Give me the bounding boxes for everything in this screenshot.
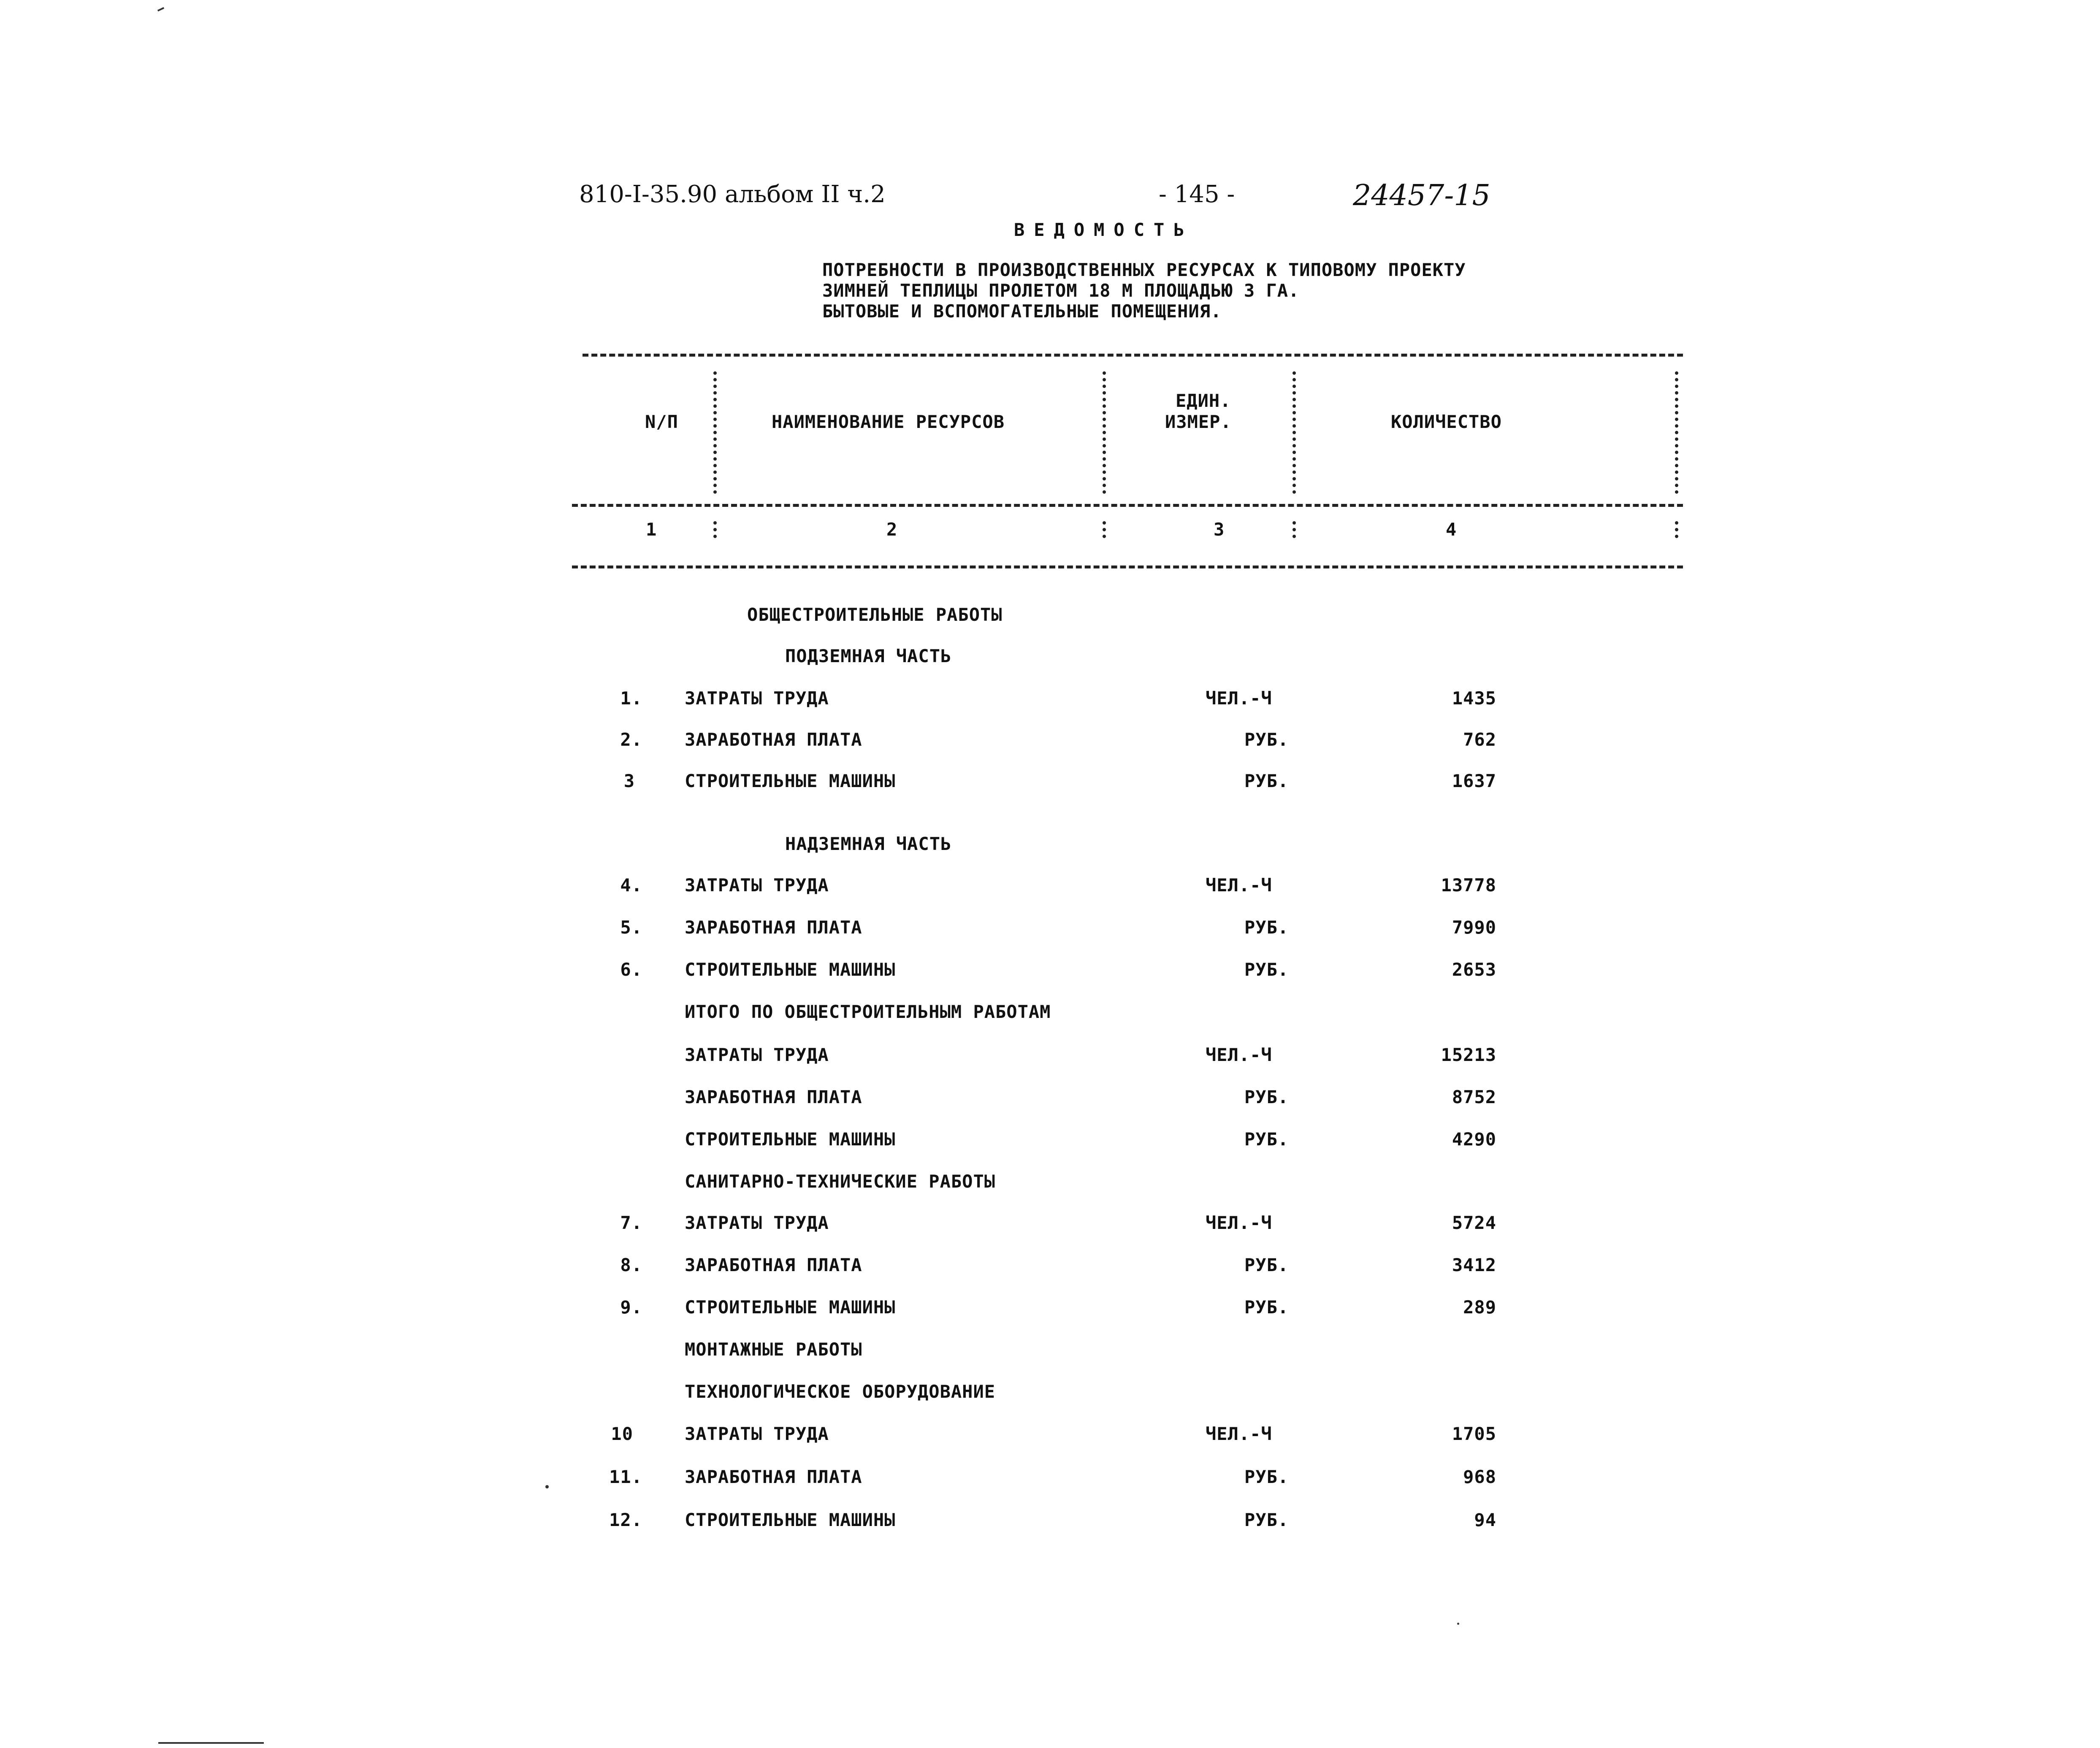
quantity-value: 4290 bbox=[1452, 1129, 1496, 1150]
row-number: 5. bbox=[620, 917, 642, 938]
header-num: N/П bbox=[645, 411, 678, 432]
quantity-value: 8752 bbox=[1452, 1087, 1496, 1107]
row-number: 9. bbox=[620, 1297, 642, 1318]
column-number-3: 3 bbox=[1214, 519, 1225, 540]
header-unit-line2: ИЗМЕР. bbox=[1165, 411, 1232, 432]
quantity-value: 5724 bbox=[1452, 1212, 1496, 1233]
resource-name: СТРОИТЕЛЬНЫЕ МАШИНЫ bbox=[685, 771, 896, 791]
scan-edge-line bbox=[158, 1742, 264, 1744]
row-number: 1. bbox=[620, 688, 642, 709]
page-number: - 145 - bbox=[1159, 181, 1235, 208]
column-separator bbox=[1675, 371, 1678, 494]
resource-name: ЗАТРАТЫ ТРУДА bbox=[685, 1212, 829, 1233]
column-number-2: 2 bbox=[886, 519, 898, 540]
row-number: 3 bbox=[623, 771, 635, 791]
unit-of-measure: РУБ. bbox=[1244, 1255, 1289, 1275]
subtotal-heading: ИТОГО ПО ОБЩЕСТРОИТЕЛЬНЫМ РАБОТАМ bbox=[685, 1001, 1051, 1022]
header-unit-line1: ЕДИН. bbox=[1176, 390, 1231, 411]
scan-speck bbox=[545, 1485, 549, 1488]
header-resource-name: НАИМЕНОВАНИЕ РЕСУРСОВ bbox=[772, 411, 1005, 432]
unit-of-measure: РУБ. bbox=[1244, 1297, 1289, 1318]
quantity-value: 2653 bbox=[1452, 959, 1496, 980]
column-separator bbox=[713, 521, 717, 538]
row-number: 8. bbox=[620, 1255, 642, 1275]
resource-name: ЗАРАБОТНАЯ ПЛАТА bbox=[685, 1255, 862, 1275]
subsection-heading: НАДЗЕМНАЯ ЧАСТЬ bbox=[785, 833, 952, 854]
subtitle-line-1: ПОТРЕБНОСТИ В ПРОИЗВОДСТВЕННЫХ РЕСУРСАХ К ТИПОВОМУ ПРОЕКТУ bbox=[822, 260, 1466, 280]
resource-name: ЗАТРАТЫ ТРУДА bbox=[685, 875, 829, 896]
row-number: 10 bbox=[611, 1423, 633, 1444]
unit-of-measure: РУБ. bbox=[1244, 1510, 1289, 1530]
quantity-value: 3412 bbox=[1452, 1255, 1496, 1275]
handwritten-document-number: 24457-15 bbox=[1353, 179, 1490, 212]
column-separator bbox=[1293, 521, 1296, 538]
column-separator bbox=[1293, 371, 1296, 494]
unit-of-measure: ЧЕЛ.-Ч bbox=[1206, 1044, 1272, 1065]
album-code: 810-I-35.90 альбом II ч.2 bbox=[579, 181, 886, 208]
resource-name: ЗАТРАТЫ ТРУДА bbox=[685, 1044, 829, 1065]
row-number: 7. bbox=[620, 1212, 642, 1233]
row-number: 11. bbox=[609, 1467, 642, 1487]
scan-speck bbox=[1457, 1623, 1459, 1625]
unit-of-measure: ЧЕЛ.-Ч bbox=[1206, 1423, 1272, 1444]
document-title: ВЕДОМОСТЬ bbox=[1014, 219, 1194, 240]
resource-name: ЗАРАБОТНАЯ ПЛАТА bbox=[685, 729, 862, 750]
table-top-rule bbox=[583, 354, 1683, 357]
resource-name: СТРОИТЕЛЬНЫЕ МАШИНЫ bbox=[685, 959, 896, 980]
unit-of-measure: РУБ. bbox=[1244, 917, 1289, 938]
row-number: 12. bbox=[609, 1510, 642, 1530]
resource-name: ЗАРАБОТНАЯ ПЛАТА bbox=[685, 917, 862, 938]
resource-name: ЗАРАБОТНАЯ ПЛАТА bbox=[685, 1087, 862, 1107]
resource-name: ЗАТРАТЫ ТРУДА bbox=[685, 1423, 829, 1444]
resource-name: ЗАРАБОТНАЯ ПЛАТА bbox=[685, 1467, 862, 1487]
unit-of-measure: РУБ. bbox=[1244, 959, 1289, 980]
column-separator bbox=[1103, 371, 1106, 494]
unit-of-measure: ЧЕЛ.-Ч bbox=[1206, 1212, 1272, 1233]
quantity-value: 289 bbox=[1463, 1297, 1496, 1318]
column-separator bbox=[713, 371, 717, 494]
unit-of-measure: РУБ. bbox=[1244, 1467, 1289, 1487]
header-quantity: КОЛИЧЕСТВО bbox=[1391, 411, 1502, 432]
row-number: 4. bbox=[620, 875, 642, 896]
column-number-1: 1 bbox=[646, 519, 657, 540]
subsection-heading: ТЕХНОЛОГИЧЕСКОЕ ОБОРУДОВАНИЕ bbox=[685, 1381, 996, 1402]
scan-speck bbox=[157, 7, 164, 11]
resource-name: ЗАТРАТЫ ТРУДА bbox=[685, 688, 829, 709]
quantity-value: 7990 bbox=[1452, 917, 1496, 938]
row-number: 2. bbox=[620, 729, 642, 750]
column-number-4: 4 bbox=[1446, 519, 1457, 540]
subsection-heading: ПОДЗЕМНАЯ ЧАСТЬ bbox=[785, 646, 952, 666]
quantity-value: 15213 bbox=[1441, 1044, 1496, 1065]
unit-of-measure: ЧЕЛ.-Ч bbox=[1206, 875, 1272, 896]
section-heading: ОБЩЕСТРОИТЕЛЬНЫЕ РАБОТЫ bbox=[747, 604, 1003, 625]
unit-of-measure: РУБ. bbox=[1244, 1087, 1289, 1107]
subtitle-line-3: БЫТОВЫЕ И ВСПОМОГАТЕЛЬНЫЕ ПОМЕЩЕНИЯ. bbox=[822, 301, 1222, 322]
quantity-value: 1705 bbox=[1452, 1423, 1496, 1444]
unit-of-measure: РУБ. bbox=[1244, 729, 1289, 750]
quantity-value: 762 bbox=[1463, 729, 1496, 750]
unit-of-measure: РУБ. bbox=[1244, 1129, 1289, 1150]
quantity-value: 968 bbox=[1463, 1467, 1496, 1487]
quantity-value: 1637 bbox=[1452, 771, 1496, 791]
section-heading: МОНТАЖНЫЕ РАБОТЫ bbox=[685, 1339, 862, 1360]
quantity-value: 13778 bbox=[1441, 875, 1496, 896]
quantity-value: 1435 bbox=[1452, 688, 1496, 709]
subtitle-line-2: ЗИМНЕЙ ТЕПЛИЦЫ ПРОЛЕТОМ 18 М ПЛОЩАДЬЮ 3 ГА. bbox=[822, 280, 1300, 301]
resource-name: СТРОИТЕЛЬНЫЕ МАШИНЫ bbox=[685, 1297, 896, 1318]
column-separator bbox=[1675, 521, 1678, 538]
unit-of-measure: РУБ. bbox=[1244, 771, 1289, 791]
table-header-end-rule bbox=[572, 566, 1683, 568]
resource-name: СТРОИТЕЛЬНЫЕ МАШИНЫ bbox=[685, 1510, 896, 1530]
unit-of-measure: ЧЕЛ.-Ч bbox=[1206, 688, 1272, 709]
resource-name: СТРОИТЕЛЬНЫЕ МАШИНЫ bbox=[685, 1129, 896, 1150]
section-heading: САНИТАРНО-ТЕХНИЧЕСКИЕ РАБОТЫ bbox=[685, 1171, 996, 1192]
column-separator bbox=[1103, 521, 1106, 538]
header-bottom-rule bbox=[572, 504, 1683, 507]
quantity-value: 94 bbox=[1474, 1510, 1496, 1530]
row-number: 6. bbox=[620, 959, 642, 980]
